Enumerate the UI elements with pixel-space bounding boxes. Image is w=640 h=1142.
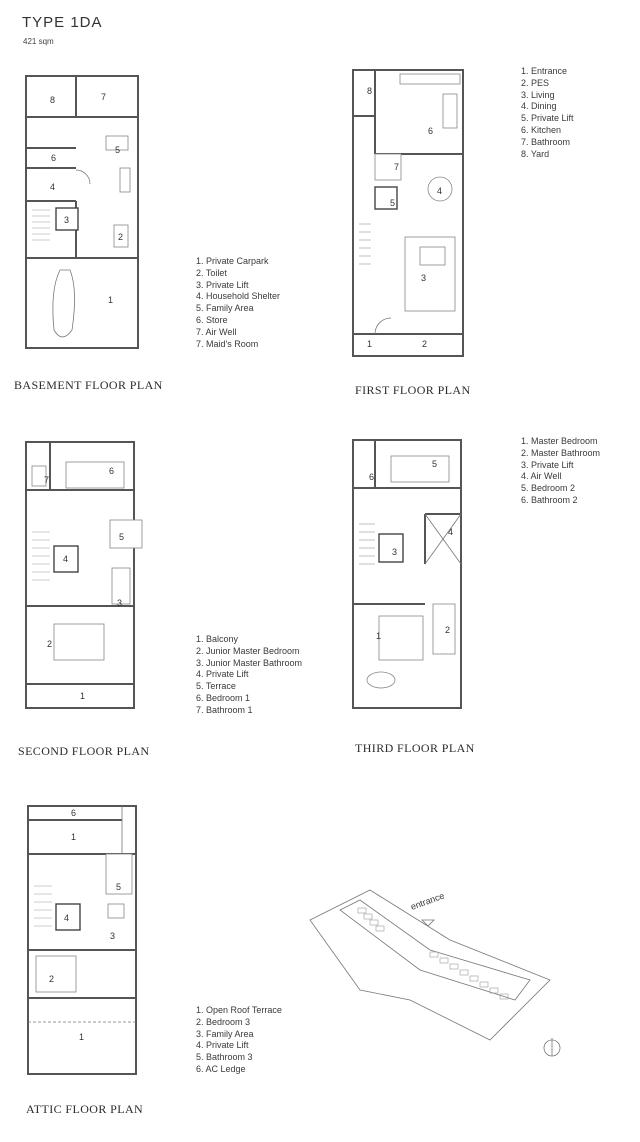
legend-item: 6. AC Ledge: [196, 1063, 246, 1074]
legend-item: 6. Bathroom 2: [521, 494, 578, 505]
attic-room-number: 4: [64, 913, 70, 923]
basement-room-number: 7: [101, 92, 107, 102]
first-floor-legend: [521, 66, 574, 160]
basement-room-number: 5: [115, 145, 121, 155]
basement-room-number: 3: [64, 215, 70, 225]
legend-item: 7. Bathroom: [521, 136, 571, 147]
attic-room-number: 1: [79, 1032, 85, 1042]
legend-item: 7. Bathroom 1: [196, 704, 253, 715]
second-room-number: 7: [44, 475, 50, 485]
legend-item: 8. Yard: [521, 148, 550, 159]
attic-floor-legend: [196, 1005, 282, 1076]
second-room-number: 4: [63, 554, 69, 564]
legend-item: 5. Private Lift: [521, 113, 574, 124]
legend-item: 1. Private Carpark: [196, 256, 269, 266]
basement-room-number: 6: [51, 153, 57, 163]
legend-item: 1. Entrance: [521, 66, 568, 76]
basement-room-number: 2: [118, 232, 124, 242]
basement-room-number: 1: [108, 295, 114, 305]
legend-item: 3. Family Area: [196, 1028, 254, 1039]
legend-item: 5. Bathroom 3: [196, 1052, 253, 1063]
legend-item: 6. Store: [196, 314, 228, 325]
legend-item: 6. Bedroom 1: [196, 692, 251, 703]
first-room-number: 8: [367, 86, 373, 96]
first-floor-plan-caption: FIRST FLOOR PLAN: [355, 383, 471, 397]
legend-item: 1. Master Bedroom: [521, 436, 598, 446]
legend-item: 5. Bedroom 2: [521, 483, 576, 494]
attic-room-number: 6: [71, 808, 77, 818]
second-room-number: 3: [117, 598, 123, 608]
third-floor-legend: [521, 436, 600, 507]
plan-area-text: 421 sqm: [23, 37, 54, 46]
second-floor-plan-caption: SECOND FLOOR PLAN: [18, 744, 150, 758]
attic-room-number: 3: [110, 931, 116, 941]
site-plan-entrance-label: entrance: [409, 890, 446, 912]
legend-item: 2. Bedroom 3: [196, 1016, 251, 1027]
north-arrow-icon: [544, 1038, 560, 1056]
second-floor-plan-drawing: [20, 436, 155, 716]
legend-item: 3. Junior Master Bathroom: [196, 657, 303, 668]
legend-item: 5. Terrace: [196, 681, 236, 692]
legend-item: 3. Living: [521, 89, 555, 100]
second-room-number: 2: [47, 639, 53, 649]
first-room-number: 3: [421, 273, 427, 283]
basement-room-number: 8: [50, 95, 56, 105]
third-room-number: 3: [392, 547, 398, 557]
legend-item: 1. Open Roof Terrace: [196, 1005, 282, 1015]
basement-room-number: 4: [50, 182, 56, 192]
first-room-number: 4: [437, 186, 443, 196]
legend-item: 5. Family Area: [196, 303, 254, 314]
third-room-number: 6: [369, 472, 375, 482]
legend-item: 6. Kitchen: [521, 124, 562, 135]
legend-item: 7. Maid's Room: [196, 338, 259, 349]
second-room-number: 6: [109, 466, 115, 476]
second-floor-legend: [196, 634, 302, 717]
legend-item: 2. Junior Master Bedroom: [196, 645, 300, 656]
second-room-number: 1: [80, 691, 86, 701]
legend-item: 4. Household Shelter: [196, 291, 281, 302]
basement-floor-plan-caption: BASEMENT FLOOR PLAN: [14, 378, 163, 392]
first-room-number: 6: [428, 126, 434, 136]
third-floor-plan-caption: THIRD FLOOR PLAN: [355, 741, 475, 755]
first-room-number: 2: [422, 339, 428, 349]
basement-floor-plan-drawing: [20, 70, 150, 355]
legend-item: 2. Toilet: [196, 267, 227, 278]
third-room-number: 4: [448, 527, 454, 537]
first-room-number: 5: [390, 198, 396, 208]
third-room-number: 2: [445, 625, 451, 635]
first-room-number: 1: [367, 339, 373, 349]
legend-item: 3. Private Lift: [196, 279, 249, 290]
attic-room-number: 1: [71, 832, 77, 842]
third-room-number: 1: [376, 631, 382, 641]
legend-item: 4. Private Lift: [196, 669, 249, 680]
legend-item: 4. Air Well: [521, 471, 562, 482]
legend-item: 7. Air Well: [196, 326, 237, 337]
legend-item: 1. Balcony: [196, 634, 239, 644]
legend-item: 2. Master Bathroom: [521, 447, 601, 458]
plan-type-title: TYPE 1DA: [22, 14, 103, 31]
third-room-number: 5: [432, 459, 438, 469]
first-floor-plan-drawing: [345, 64, 470, 360]
legend-item: 3. Private Lift: [521, 459, 574, 470]
attic-room-number: 5: [116, 882, 122, 892]
legend-item: 4. Dining: [521, 101, 557, 112]
second-room-number: 5: [119, 532, 125, 542]
basement-legend: [196, 256, 280, 350]
attic-room-number: 2: [49, 974, 55, 984]
attic-floor-plan-drawing: [22, 800, 142, 1082]
attic-floor-plan-caption: ATTIC FLOOR PLAN: [26, 1102, 144, 1116]
site-plan-drawing: [300, 880, 560, 1070]
third-floor-plan-drawing: [345, 434, 475, 714]
first-room-number: 7: [394, 162, 400, 172]
legend-item: 4. Private Lift: [196, 1040, 249, 1051]
legend-item: 2. PES: [521, 77, 550, 88]
